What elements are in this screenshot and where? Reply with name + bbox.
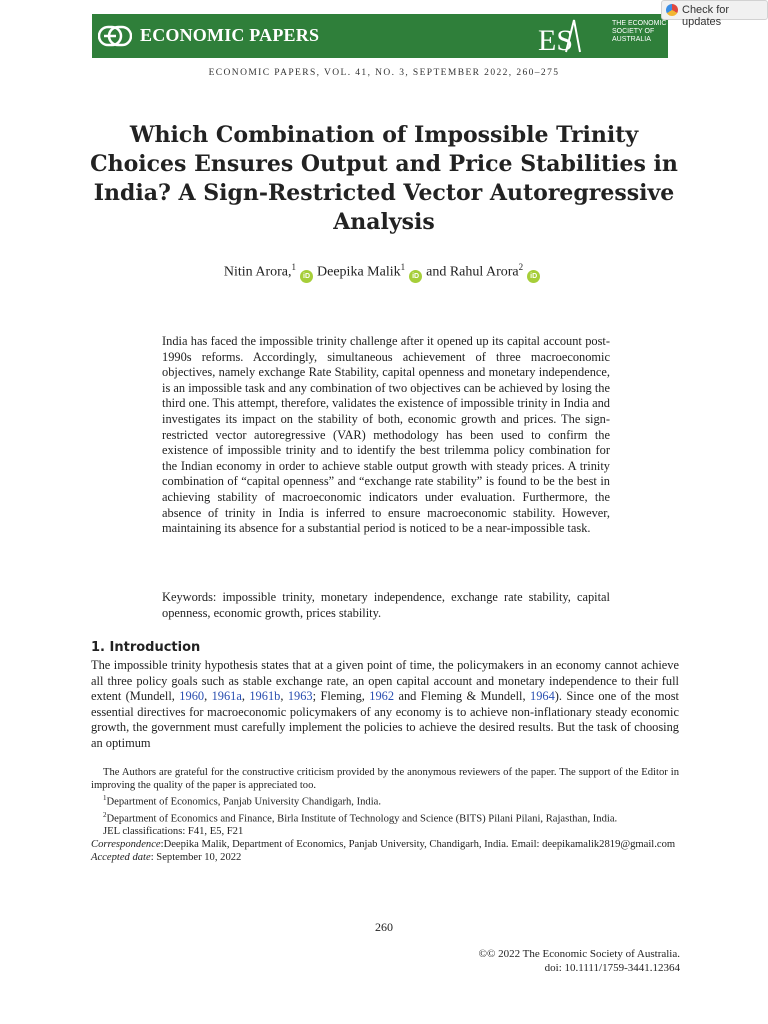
journal-volume-line: ECONOMIC PAPERS, VOL. 41, NO. 3, SEPTEMBER 2022, 260–275 — [208, 68, 560, 78]
article-title: Which Combination of Impossible Trinity Choices Ensures Output and Price Stabilities in India? A Sign-Restricted Vector Autoregressive Analysis — [90, 122, 678, 235]
acknowledgement: The Authors are grateful for the constructive criticism provided by the anonymous reviewers of the paper. The support of the Editor in improving the quality of the paper is appreciated too. — [91, 767, 679, 791]
society-name: THE ECONOMIC SOCIETY OF AUSTRALIA — [612, 20, 667, 43]
paragraph-text: ; Fleming, — [312, 689, 370, 704]
paragraph-text: , — [241, 689, 250, 704]
affiliation-marker: 1 — [400, 262, 406, 272]
citation-link[interactable]: 1960 — [179, 689, 205, 704]
jel-classifications: JEL classifications: F41, E5, F21 — [103, 826, 244, 838]
accepted-date-label: Accepted date — [91, 852, 151, 864]
citation-link[interactable]: 1961a — [211, 689, 242, 704]
citation-link[interactable]: 1964 — [530, 689, 555, 704]
section-heading: 1. Introduction — [91, 640, 201, 655]
paragraph-text: ). Since one of the most essential directives for macroeconomic policymakers of any economy is to achieve non-inflationary steady economic growth, the government must carefully implement the policies to achieve the desired results. But the task of choosing an optimum — [91, 689, 679, 750]
copyright-line: ©© 2022 The Economic Society of Australia. — [478, 948, 680, 960]
check-for-updates-label: Check for updates — [682, 4, 730, 28]
orcid-icon[interactable]: iD — [527, 270, 540, 283]
author-list — [0, 262, 768, 283]
crossmark-icon — [666, 4, 678, 16]
check-for-updates-button[interactable] — [661, 0, 768, 28]
affiliation-1 — [91, 792, 679, 809]
orcid-icon[interactable]: iD — [300, 270, 313, 283]
paragraph-text: The impossible trinity hypothesis states that at a given point of time, the policymakers in an economy cannot achieve all three policy goals such as stable exchange rate, an open capital account and monetary independence to their full extent (Mundell, — [91, 658, 679, 704]
journal-banner — [92, 14, 668, 58]
journal-logo-icon — [98, 24, 132, 48]
abstract: India has faced the impossible trinity challenge after it opened up its capital account post-1990s reforms. Accordingly, simultaneous achievement of three macroeconomic objectives, namely exchange Rate Stability, capital openness and monetary independence, is an impossible task and any combination of two objectives can be achieved by losing the third one. This attempt, therefore, validates the existence of impossible trinity in India and investigates its impact on the stability of both, economic growth and prices. The sign-restricted vector autoregressive (VAR) methodology has been used to confirm the existence of impossible trinity and to identify the best trilemma policy combination for the Indian economy in order to achieve stable output growth with steady prices. A trinity combination of “capital openness” and “exchange rate stability” is found to be the best in achieving stability of macroeconomic indicators under evaluation. Furthermore, the absence of trinity in India is inferred to ensure macroeconomic stability. However, maintaining its absence for a substantial period is noticed to be a near-impossible task. — [162, 334, 610, 536]
author-name[interactable]: Deepika Malik — [317, 264, 401, 280]
affiliation-text: Department of Economics, Panjab University Chandigarh, India. — [106, 796, 381, 808]
paragraph-text: , — [280, 689, 288, 704]
author-name[interactable]: and Rahul Arora — [426, 264, 519, 280]
footnotes — [91, 766, 679, 864]
keywords: Keywords: impossible trinity, monetary independence, exchange rate stability, capital openness, economic growth, prices stability. — [162, 590, 610, 620]
author-name[interactable]: Nitin Arora, — [223, 264, 292, 280]
affiliation-marker: 1 — [103, 794, 107, 802]
correspondence-text: :Deepika Malik, Department of Economics, Panjab University, Chandigarh, India. Email: deepikamalik2819@gmail.com — [160, 839, 676, 851]
accepted-date-text: : September 10, 2022 — [150, 852, 242, 864]
page-number: 260 — [375, 920, 393, 934]
affiliation-2 — [91, 809, 679, 826]
doi-line[interactable]: doi: 10.1111/1759-3441.12364 — [544, 962, 680, 974]
citation-link[interactable]: 1961b — [249, 689, 281, 704]
introduction-paragraph — [91, 658, 679, 752]
correspondence — [91, 838, 679, 851]
svg-text:ES: ES — [538, 24, 574, 56]
journal-name: ECONOMIC PAPERS — [140, 25, 320, 45]
paragraph-text: , — [204, 689, 212, 704]
orcid-icon[interactable]: iD — [409, 270, 422, 283]
copyright-block — [479, 947, 680, 975]
citation-link[interactable]: 1962 — [369, 689, 395, 704]
esa-logo-icon — [536, 16, 582, 56]
affiliation-marker: 2 — [518, 262, 524, 272]
paragraph-text: and Fleming & Mundell, — [394, 689, 530, 704]
affiliation-marker: 1 — [291, 262, 297, 272]
affiliation-text: Department of Economics and Finance, Birla Institute of Technology and Science (BITS) Pilani Pilani, Rajasthan, India. — [106, 813, 618, 825]
affiliation-marker: 2 — [103, 810, 107, 819]
accepted-date — [91, 851, 679, 864]
correspondence-label: Correspondence — [91, 839, 161, 851]
citation-link[interactable]: 1963 — [287, 689, 313, 704]
